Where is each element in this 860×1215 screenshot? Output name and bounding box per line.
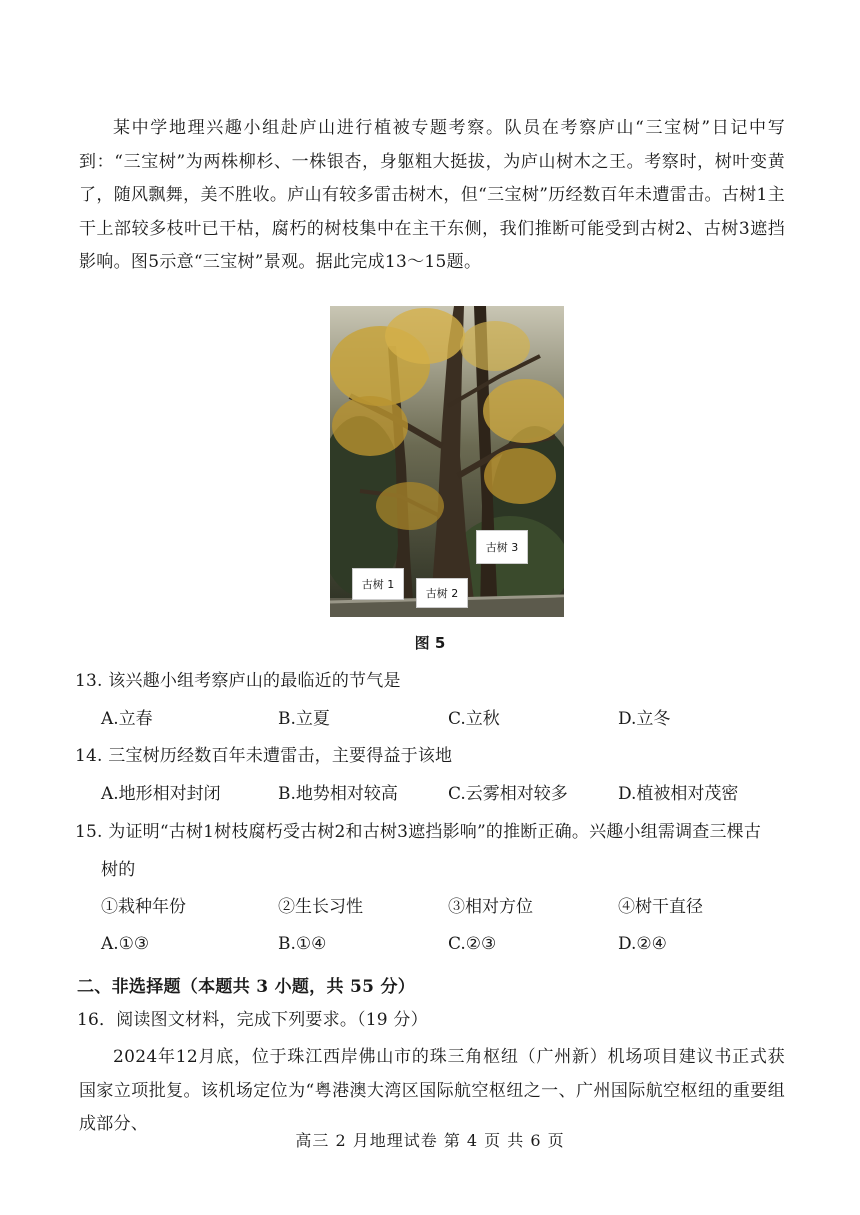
q13-option-b: B.立夏 — [278, 709, 330, 729]
q13-option-d: D.立冬 — [618, 709, 671, 729]
page-footer: 高三 2 月地理试卷 第 4 页 共 6 页 — [295, 1131, 565, 1150]
q15-item-1: ①栽种年份 — [101, 897, 186, 917]
tree-label-1: 古树 1 — [352, 568, 404, 600]
question-16-material: 2024年12月底，位于珠江西岸佛山市的珠三角枢纽（广州新）机场项目建议书正式获国家立项批复。该机场定位为“粤港澳大湾区国际航空枢纽之一、广州国际航空枢纽的重要组成部分、 — [79, 1047, 785, 1134]
q15-item-3: ③相对方位 — [448, 897, 533, 917]
question-13-stem: 13. 该兴趣小组考察庐山的最临近的节气是 — [75, 671, 401, 691]
tree-label-2: 古树 2 — [416, 578, 468, 608]
q14-option-a: A.地形相对封闭 — [101, 784, 221, 804]
question-16-stem: 16．阅读图文材料，完成下列要求。（19 分） — [77, 1010, 428, 1030]
three-treasure-trees-photo — [330, 306, 564, 617]
intro-paragraph: 某中学地理兴趣小组赴庐山进行植被专题考察。队员在考察庐山“三宝树”日记中写到：“三宝树”为两株柳杉、一株银杏，身躯粗大挺拔，为庐山树木之王。考察时，树叶变黄了，随风飘舞，美不胜收。庐山有较多雷击树木，但“三宝树”历经数百年未遭雷击。古树1主干上部较多枝叶已干枯，腐朽的树枝集中在主干东侧，我们推断可能受到古树2、古树3遮挡影响。图5示意“三宝树”景观。据此完成13～15题。 — [79, 118, 785, 272]
q15-option-c: C.②③ — [448, 934, 497, 954]
question-15-stem-line-1: 15. 为证明“古树1树枝腐朽受古树2和古树3遮挡影响”的推断正确。兴趣小组需调查三棵古 — [75, 822, 762, 842]
q15-option-d: D.②④ — [618, 934, 667, 954]
q14-option-c: C.云雾相对较多 — [448, 784, 568, 804]
q15-item-2: ②生长习性 — [278, 897, 363, 917]
question-15-stem-line-2: 树的 — [101, 860, 136, 880]
q15-option-a: A.①③ — [101, 934, 150, 954]
section-heading-non-choice: 二、非选择题（本题共 3 小题，共 55 分） — [77, 977, 416, 997]
q13-option-c: C.立秋 — [448, 709, 500, 729]
q15-item-4: ④树干直径 — [618, 897, 703, 917]
tree-label-3: 古树 3 — [476, 530, 528, 564]
q14-option-d: D.植被相对茂密 — [618, 784, 739, 804]
q15-option-b: B.①④ — [278, 934, 327, 954]
question-14-stem: 14. 三宝树历经数百年未遭雷击，主要得益于该地 — [75, 746, 453, 766]
q13-option-a: A.立春 — [101, 709, 153, 729]
figure-caption: 图 5 — [414, 634, 446, 652]
q14-option-b: B.地势相对较高 — [278, 784, 398, 804]
